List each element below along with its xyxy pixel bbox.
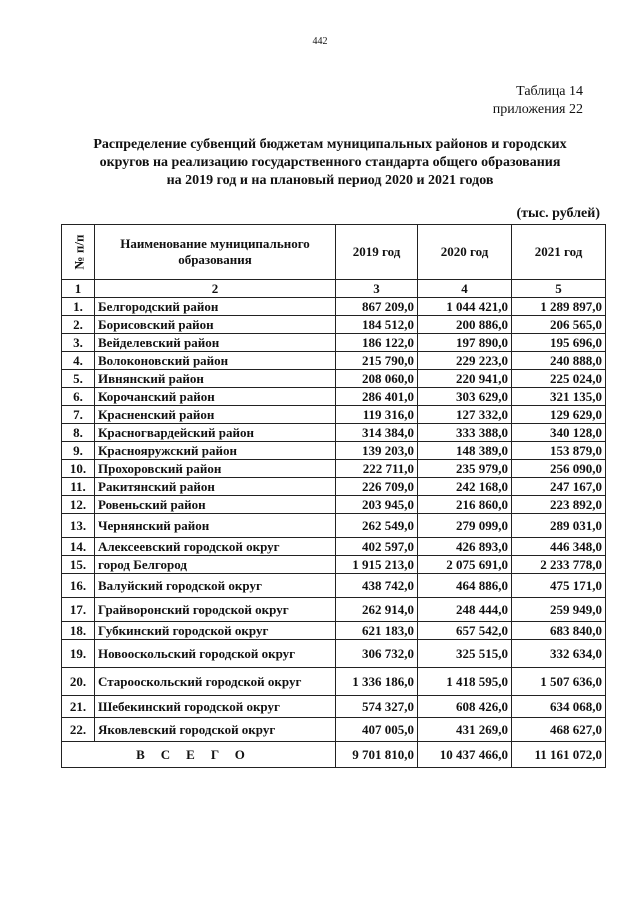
units-label: (тыс. рублей)	[516, 206, 600, 221]
row-value-2019: 203 945,0	[336, 496, 418, 514]
row-value-2021: 332 634,0	[512, 640, 606, 668]
header-row	[62, 225, 606, 280]
row-value-2020: 279 099,0	[418, 514, 512, 538]
row-index: 6.	[62, 388, 95, 406]
table-row	[62, 496, 606, 514]
row-index: 2.	[62, 316, 95, 334]
row-value-2020: 657 542,0	[418, 622, 512, 640]
row-value-2020: 426 893,0	[418, 538, 512, 556]
row-value-2020: 248 444,0	[418, 598, 512, 622]
row-value-2019: 139 203,0	[336, 442, 418, 460]
table-row	[62, 718, 606, 742]
row-value-2021: 256 090,0	[512, 460, 606, 478]
row-name: Ракитянский район	[95, 478, 336, 496]
document-title	[60, 136, 600, 190]
row-value-2020: 333 388,0	[418, 424, 512, 442]
title-line-2: округов на реализацию государственного стандарта общего образования	[99, 155, 561, 170]
row-value-2021: 259 949,0	[512, 598, 606, 622]
row-name: Новооскольский городской округ	[95, 640, 336, 668]
table-row	[62, 598, 606, 622]
table-row	[62, 538, 606, 556]
row-value-2019: 286 401,0	[336, 388, 418, 406]
row-value-2019: 402 597,0	[336, 538, 418, 556]
row-index: 19.	[62, 640, 95, 668]
title-line-3: на 2019 год и на плановый период 2020 и 2021 годов	[166, 173, 494, 188]
row-name: Ровеньский район	[95, 496, 336, 514]
row-value-2019: 314 384,0	[336, 424, 418, 442]
table-row	[62, 478, 606, 496]
row-index: 21.	[62, 696, 95, 718]
row-name: Белгородский район	[95, 298, 336, 316]
column-number: 1	[62, 280, 95, 298]
total-label: ВСЕГО	[62, 742, 336, 768]
row-value-2021: 321 135,0	[512, 388, 606, 406]
row-name: Губкинский городской округ	[95, 622, 336, 640]
row-index: 13.	[62, 514, 95, 538]
row-name: Валуйский городской округ	[95, 574, 336, 598]
row-index: 17.	[62, 598, 95, 622]
row-value-2021: 634 068,0	[512, 696, 606, 718]
row-name: Красненский район	[95, 406, 336, 424]
table-row	[62, 556, 606, 574]
header-2021: 2021 год	[512, 225, 606, 280]
row-value-2020: 464 886,0	[418, 574, 512, 598]
row-name: Грайворонский городской округ	[95, 598, 336, 622]
row-value-2019: 184 512,0	[336, 316, 418, 334]
subvention-table	[61, 224, 606, 768]
row-value-2021: 475 171,0	[512, 574, 606, 598]
row-index: 12.	[62, 496, 95, 514]
row-value-2020: 235 979,0	[418, 460, 512, 478]
row-name: Вейделевский район	[95, 334, 336, 352]
row-value-2020: 220 941,0	[418, 370, 512, 388]
table-row	[62, 424, 606, 442]
row-index: 11.	[62, 478, 95, 496]
table-row	[62, 460, 606, 478]
row-value-2021: 247 167,0	[512, 478, 606, 496]
row-value-2019: 574 327,0	[336, 696, 418, 718]
row-value-2019: 186 122,0	[336, 334, 418, 352]
row-index: 18.	[62, 622, 95, 640]
row-value-2019: 226 709,0	[336, 478, 418, 496]
row-value-2019: 867 209,0	[336, 298, 418, 316]
row-index: 16.	[62, 574, 95, 598]
row-value-2020: 148 389,0	[418, 442, 512, 460]
header-name: Наименование муниципального образования	[95, 225, 336, 280]
row-value-2021: 225 024,0	[512, 370, 606, 388]
row-value-2020: 1 418 595,0	[418, 668, 512, 696]
table-row	[62, 696, 606, 718]
row-name: Красногвардейский район	[95, 424, 336, 442]
row-index: 9.	[62, 442, 95, 460]
row-name: город Белгород	[95, 556, 336, 574]
row-value-2019: 262 914,0	[336, 598, 418, 622]
column-number: 3	[336, 280, 418, 298]
row-name: Чернянский район	[95, 514, 336, 538]
row-index: 1.	[62, 298, 95, 316]
row-value-2021: 2 233 778,0	[512, 556, 606, 574]
row-index: 4.	[62, 352, 95, 370]
header-index: № п/п	[62, 225, 95, 280]
row-name: Краснояружский район	[95, 442, 336, 460]
row-value-2020: 431 269,0	[418, 718, 512, 742]
row-index: 22.	[62, 718, 95, 742]
table-row	[62, 668, 606, 696]
row-value-2021: 468 627,0	[512, 718, 606, 742]
row-value-2021: 340 128,0	[512, 424, 606, 442]
table-row	[62, 352, 606, 370]
row-name: Борисовский район	[95, 316, 336, 334]
row-index: 14.	[62, 538, 95, 556]
row-value-2021: 240 888,0	[512, 352, 606, 370]
row-value-2019: 1 915 213,0	[336, 556, 418, 574]
table-row	[62, 316, 606, 334]
row-name: Шебекинский городской округ	[95, 696, 336, 718]
row-value-2020: 127 332,0	[418, 406, 512, 424]
table-row	[62, 622, 606, 640]
row-value-2019: 119 316,0	[336, 406, 418, 424]
row-name: Корочанский район	[95, 388, 336, 406]
header-2019: 2019 год	[336, 225, 418, 280]
row-value-2021: 683 840,0	[512, 622, 606, 640]
row-value-2021: 223 892,0	[512, 496, 606, 514]
row-value-2021: 153 879,0	[512, 442, 606, 460]
row-value-2019: 1 336 186,0	[336, 668, 418, 696]
row-value-2020: 325 515,0	[418, 640, 512, 668]
column-number-row	[62, 280, 606, 298]
caption-line-1: Таблица 14	[516, 84, 583, 99]
row-value-2020: 200 886,0	[418, 316, 512, 334]
row-value-2019: 262 549,0	[336, 514, 418, 538]
table-row	[62, 370, 606, 388]
total-2020: 10 437 466,0	[418, 742, 512, 768]
row-value-2019: 222 711,0	[336, 460, 418, 478]
row-value-2020: 229 223,0	[418, 352, 512, 370]
row-value-2021: 289 031,0	[512, 514, 606, 538]
table-body	[62, 298, 606, 742]
row-value-2020: 197 890,0	[418, 334, 512, 352]
table-row	[62, 514, 606, 538]
row-value-2019: 208 060,0	[336, 370, 418, 388]
column-number: 2	[95, 280, 336, 298]
row-name: Старооскольский городской округ	[95, 668, 336, 696]
caption-line-2: приложения 22	[492, 102, 583, 117]
row-value-2020: 1 044 421,0	[418, 298, 512, 316]
header-2020: 2020 год	[418, 225, 512, 280]
column-number: 4	[418, 280, 512, 298]
table-row	[62, 298, 606, 316]
row-name: Прохоровский район	[95, 460, 336, 478]
column-number: 5	[512, 280, 606, 298]
row-value-2019: 215 790,0	[336, 352, 418, 370]
table-row	[62, 574, 606, 598]
row-index: 20.	[62, 668, 95, 696]
row-name: Алексеевский городской округ	[95, 538, 336, 556]
row-index: 8.	[62, 424, 95, 442]
table-row	[62, 442, 606, 460]
row-name: Яковлевский городской округ	[95, 718, 336, 742]
title-line-1: Распределение субвенций бюджетам муниципальных районов и городских	[93, 137, 567, 152]
total-2021: 11 161 072,0	[512, 742, 606, 768]
total-2019: 9 701 810,0	[336, 742, 418, 768]
table-row	[62, 406, 606, 424]
row-value-2021: 206 565,0	[512, 316, 606, 334]
row-value-2020: 2 075 691,0	[418, 556, 512, 574]
row-value-2021: 1 289 897,0	[512, 298, 606, 316]
table-caption	[493, 83, 583, 119]
row-value-2020: 608 426,0	[418, 696, 512, 718]
total-row	[62, 742, 606, 768]
table-row	[62, 388, 606, 406]
row-value-2020: 242 168,0	[418, 478, 512, 496]
row-index: 7.	[62, 406, 95, 424]
row-name: Волоконовский район	[95, 352, 336, 370]
row-value-2021: 195 696,0	[512, 334, 606, 352]
row-index: 10.	[62, 460, 95, 478]
row-index: 3.	[62, 334, 95, 352]
row-value-2019: 621 183,0	[336, 622, 418, 640]
row-value-2019: 438 742,0	[336, 574, 418, 598]
row-value-2021: 1 507 636,0	[512, 668, 606, 696]
row-value-2020: 303 629,0	[418, 388, 512, 406]
row-value-2021: 129 629,0	[512, 406, 606, 424]
row-value-2021: 446 348,0	[512, 538, 606, 556]
row-value-2020: 216 860,0	[418, 496, 512, 514]
row-value-2019: 407 005,0	[336, 718, 418, 742]
table-row	[62, 334, 606, 352]
row-index: 15.	[62, 556, 95, 574]
page-number: 442	[312, 36, 328, 47]
row-value-2019: 306 732,0	[336, 640, 418, 668]
row-index: 5.	[62, 370, 95, 388]
row-name: Ивнянский район	[95, 370, 336, 388]
table-row	[62, 640, 606, 668]
